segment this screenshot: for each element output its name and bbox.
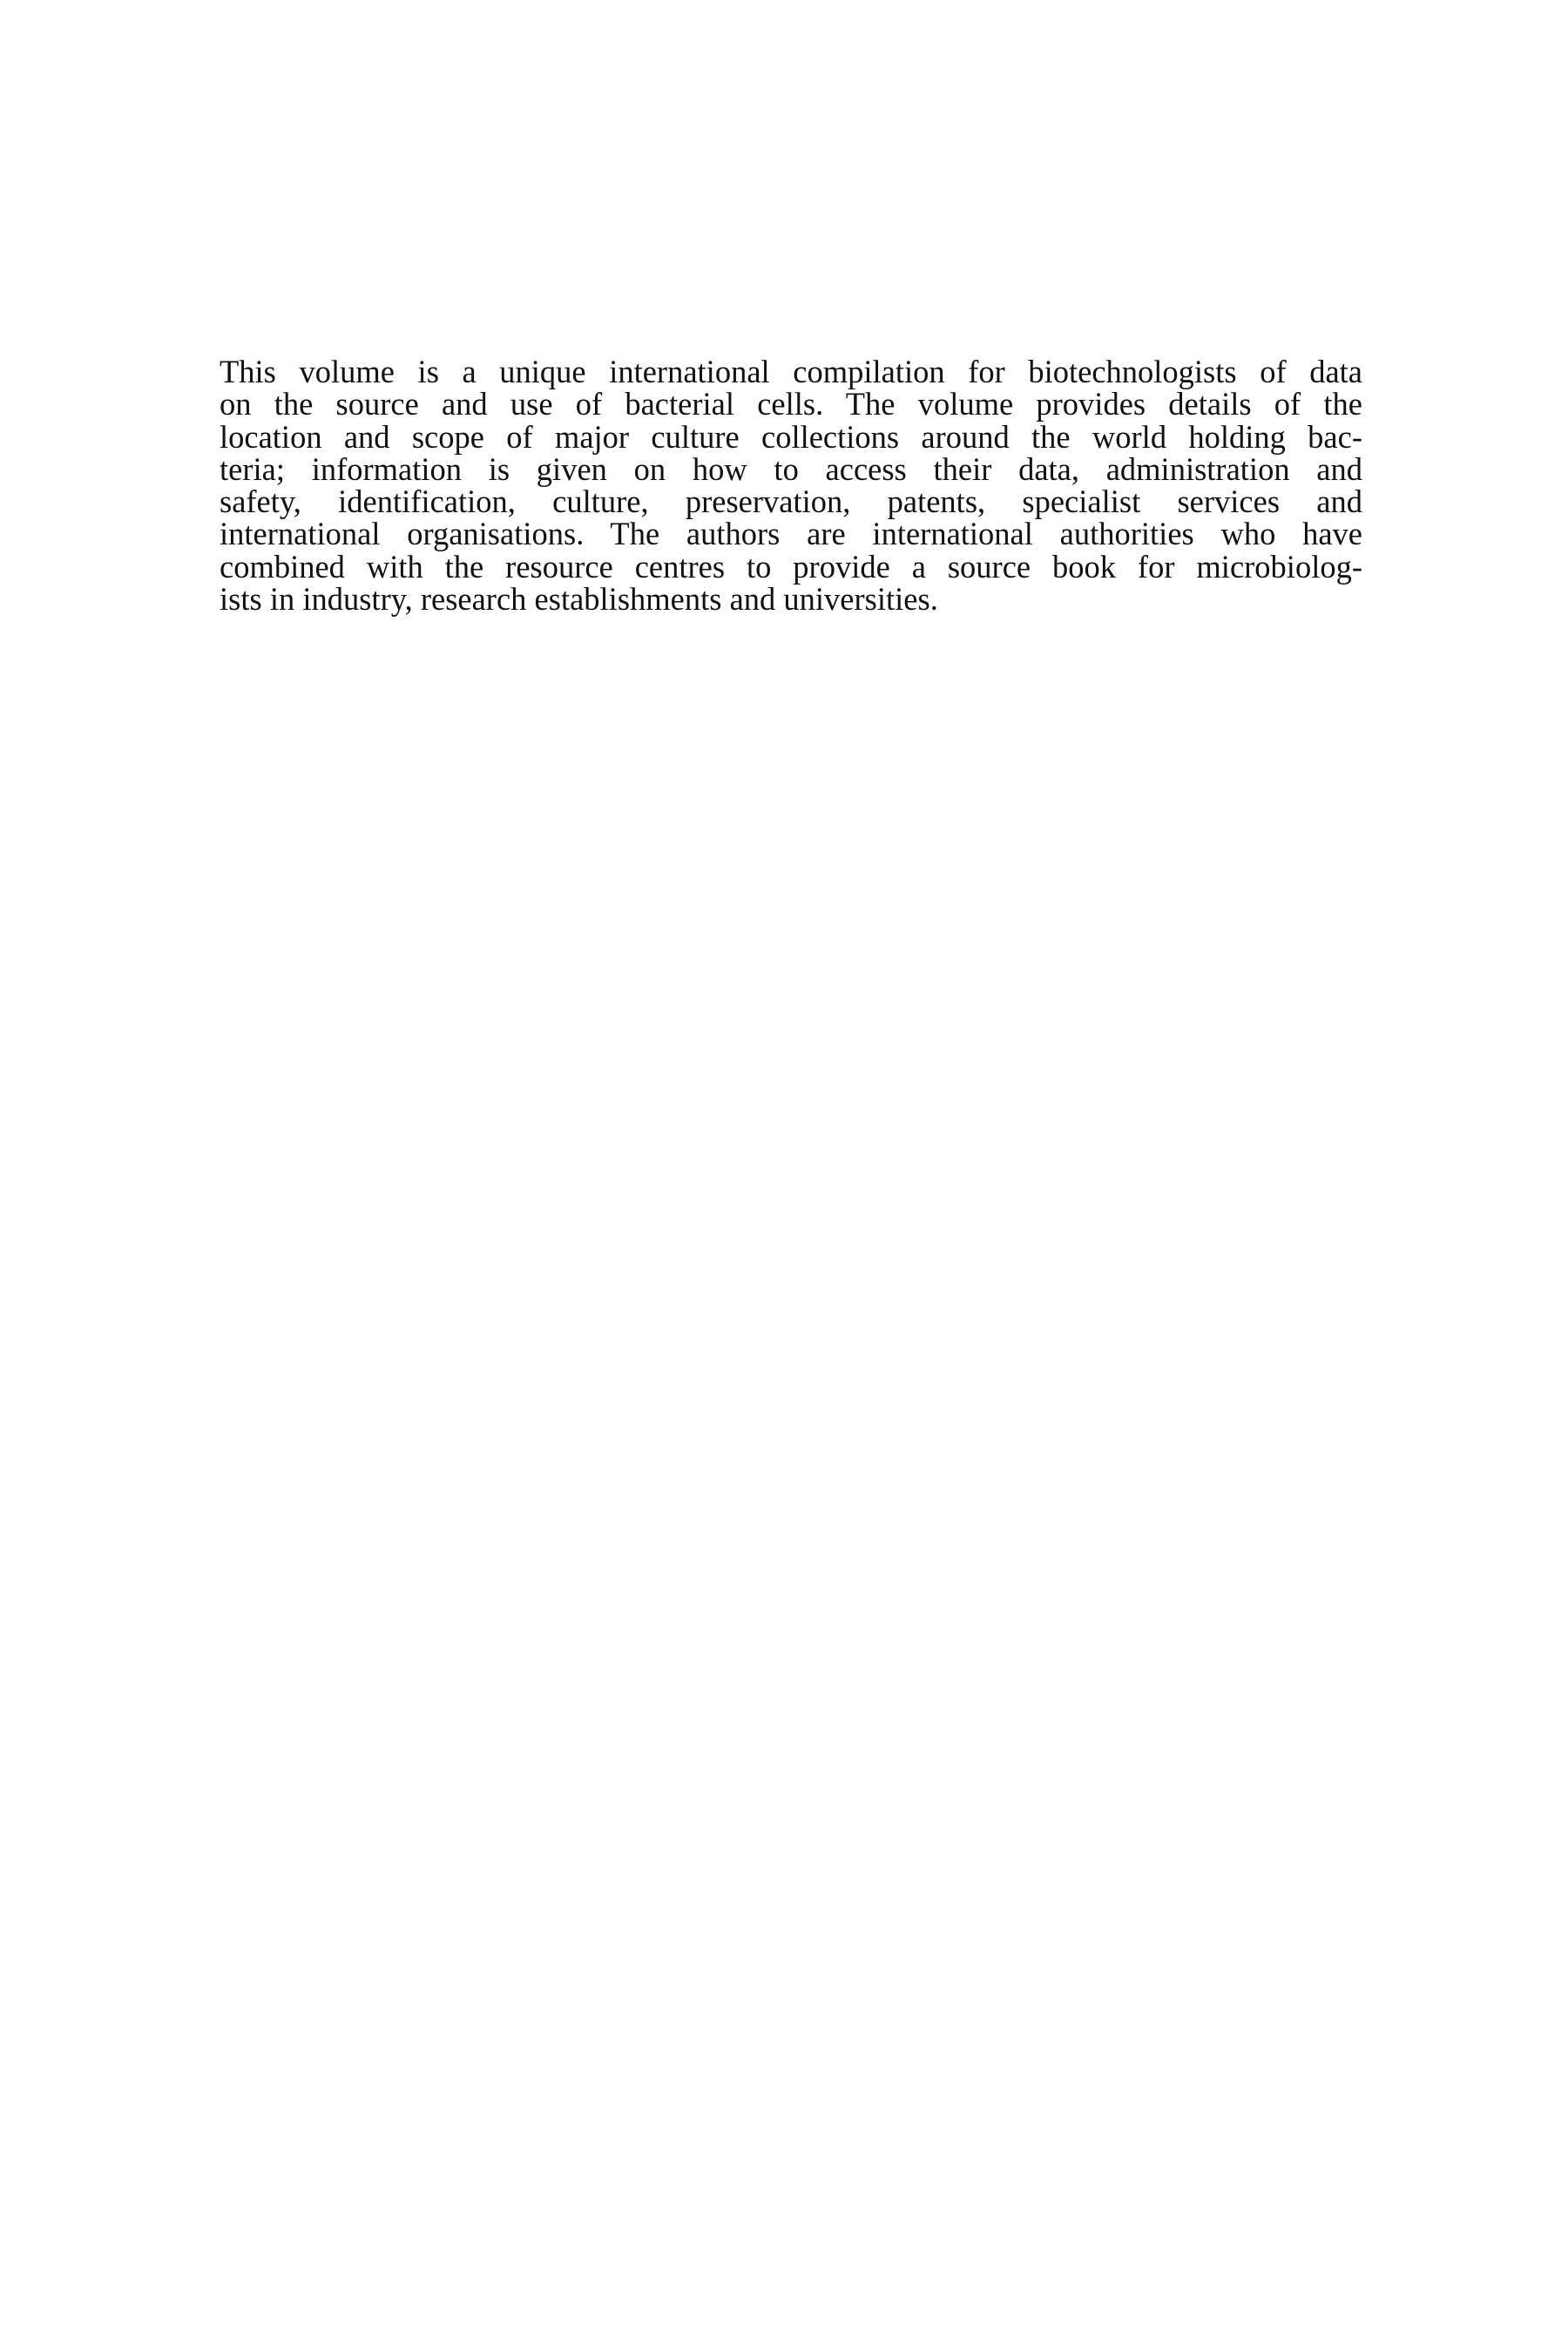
description-paragraph xyxy=(220,354,1362,618)
paragraph-line: teria; information is given on how to access their data, administration and xyxy=(220,450,1362,487)
paragraph-line: international organisations. The authors are international authorities who have xyxy=(220,516,1362,552)
paragraph-line: location and scope of major culture collections around the world holding bac- xyxy=(220,418,1362,455)
paragraph-line: This volume is a unique international compilation for biotechnologists of data xyxy=(220,354,1362,389)
paragraph-line: safety, identification, culture, preservation, patents, specialist services and xyxy=(220,483,1362,520)
paragraph-line: combined with the resource centres to provide a source book for microbiolog- xyxy=(220,548,1362,585)
paragraph-line: ists in industry, research establishments and universities. xyxy=(220,581,938,618)
paragraph-line: on the source and use of bacterial cells. The volume provides details of the xyxy=(220,386,1362,422)
